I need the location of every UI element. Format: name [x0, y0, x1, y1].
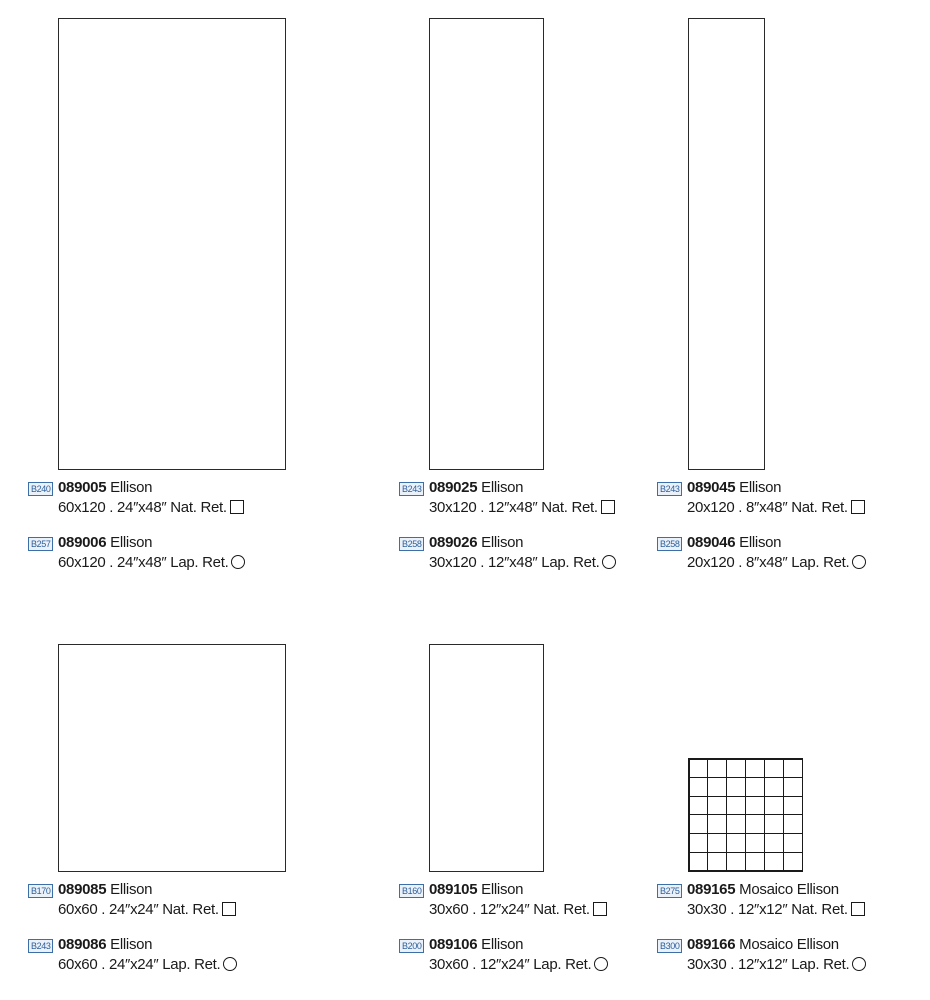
tile-30x120-image — [429, 18, 544, 470]
tile-30x60-image — [429, 644, 544, 872]
price-badge: B300 — [657, 939, 682, 953]
product-spec: 20x120 . 8″x48″ Lap. Ret. — [687, 554, 850, 571]
tile-20x120-image — [688, 18, 765, 470]
price-badge: B240 — [28, 482, 53, 496]
product-code: 089046 — [687, 534, 736, 551]
mosaic-30x30-image — [688, 758, 803, 872]
product-code: 089165 — [687, 881, 736, 898]
product-entry — [399, 478, 639, 518]
price-badge: B257 — [28, 537, 53, 551]
circle-icon — [223, 957, 237, 971]
product-code: 089026 — [429, 534, 478, 551]
product-code: 089045 — [687, 479, 736, 496]
product-name: Ellison — [110, 479, 153, 496]
product-name: Mosaico Ellison — [739, 881, 839, 898]
product-entry — [399, 880, 639, 920]
product-name: Ellison — [739, 534, 782, 551]
square-icon — [851, 500, 865, 514]
product-spec: 60x120 . 24″x48″ Lap. Ret. — [58, 554, 229, 571]
circle-icon — [852, 555, 866, 569]
product-entry — [657, 935, 897, 975]
product-spec: 30x60 . 12″x24″ Nat. Ret. — [429, 901, 590, 918]
product-spec: 30x30 . 12″x12″ Nat. Ret. — [687, 901, 848, 918]
square-icon — [230, 500, 244, 514]
product-entry — [28, 478, 268, 518]
product-entry — [28, 880, 268, 920]
product-name: Ellison — [739, 479, 782, 496]
product-entry — [28, 533, 268, 573]
product-name: Ellison — [481, 534, 524, 551]
square-icon — [601, 500, 615, 514]
product-entry — [657, 880, 897, 920]
product-code: 089006 — [58, 534, 107, 551]
price-badge: B258 — [399, 537, 424, 551]
price-badge: B170 — [28, 884, 53, 898]
product-code: 089105 — [429, 881, 478, 898]
product-code: 089025 — [429, 479, 478, 496]
square-icon — [593, 902, 607, 916]
square-icon — [222, 902, 236, 916]
product-code: 089086 — [58, 936, 107, 953]
price-badge: B258 — [657, 537, 682, 551]
product-entry — [28, 935, 268, 975]
product-spec: 30x30 . 12″x12″ Lap. Ret. — [687, 956, 850, 973]
product-name: Ellison — [481, 479, 524, 496]
tile-60x120-image — [58, 18, 286, 470]
product-entry — [399, 935, 639, 975]
product-entry — [657, 478, 897, 518]
price-badge: B243 — [399, 482, 424, 496]
circle-icon — [594, 957, 608, 971]
product-spec: 20x120 . 8″x48″ Nat. Ret. — [687, 499, 848, 516]
product-code: 089085 — [58, 881, 107, 898]
product-spec: 30x120 . 12″x48″ Nat. Ret. — [429, 499, 598, 516]
product-spec: 60x60 . 24″x24″ Nat. Ret. — [58, 901, 219, 918]
price-badge: B160 — [399, 884, 424, 898]
price-badge: B200 — [399, 939, 424, 953]
product-spec: 60x120 . 24″x48″ Nat. Ret. — [58, 499, 227, 516]
circle-icon — [852, 957, 866, 971]
price-badge: B275 — [657, 884, 682, 898]
product-name: Ellison — [110, 936, 153, 953]
square-icon — [851, 902, 865, 916]
product-name: Ellison — [110, 534, 153, 551]
product-name: Ellison — [481, 936, 524, 953]
product-code: 089166 — [687, 936, 736, 953]
product-spec: 60x60 . 24″x24″ Lap. Ret. — [58, 956, 221, 973]
product-name: Ellison — [110, 881, 153, 898]
product-code: 089005 — [58, 479, 107, 496]
product-name: Ellison — [481, 881, 524, 898]
price-badge: B243 — [28, 939, 53, 953]
circle-icon — [602, 555, 616, 569]
price-badge: B243 — [657, 482, 682, 496]
product-spec: 30x60 . 12″x24″ Lap. Ret. — [429, 956, 592, 973]
circle-icon — [231, 555, 245, 569]
product-entry — [657, 533, 897, 573]
product-code: 089106 — [429, 936, 478, 953]
product-spec: 30x120 . 12″x48″ Lap. Ret. — [429, 554, 600, 571]
tile-60x60-image — [58, 644, 286, 872]
product-entry — [399, 533, 639, 573]
product-name: Mosaico Ellison — [739, 936, 839, 953]
